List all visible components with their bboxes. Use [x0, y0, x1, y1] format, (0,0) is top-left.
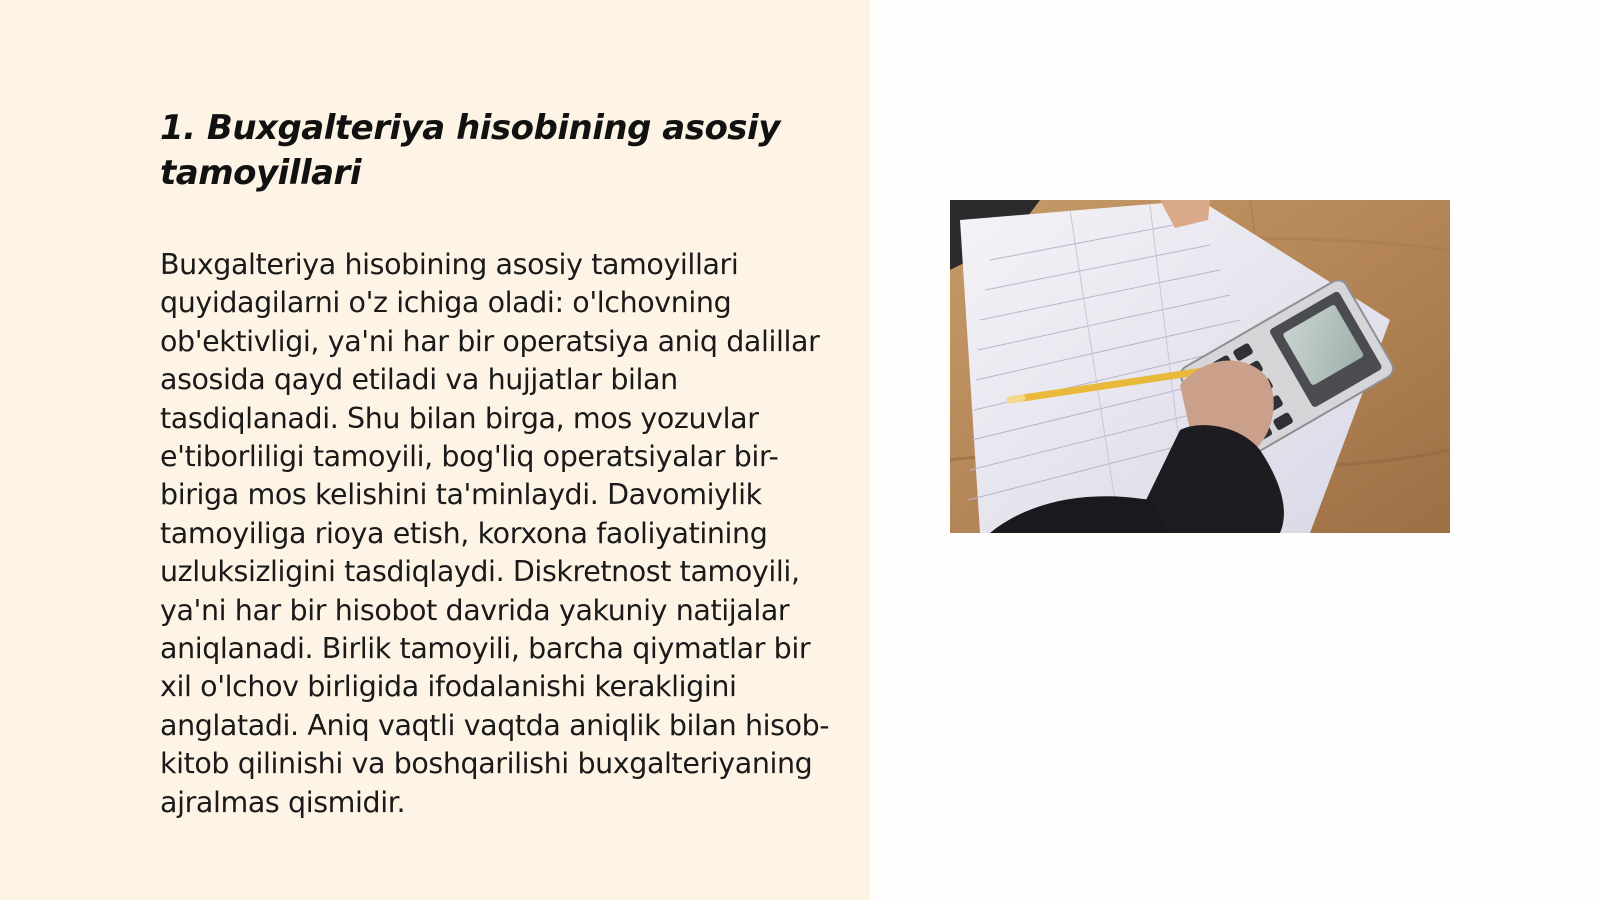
- calculator-ledger-illustration: [950, 200, 1450, 533]
- calculator-ledger-photo: [950, 200, 1450, 533]
- slide-body-text: Buxgalteriya hisobining asosiy tamoyillari quyidagilarni o'z ichiga oladi: o'lchovning ob'ektivligi, ya'ni har bir operatsiya aniq dalillar asosida qayd etiladi va hujjatlar bilan tasdiqlanadi. Shu bilan birga, mos yozuvlar e'tiborliligi tamoyili, bog'liq operatsiyalar bir-biriga mos kelishini ta'minlaydi. Davomiylik tamoyiliga rioya etish, korxona faoliyatining uzluksizligini tasdiqlaydi. Diskretnost tamoyili, ya'ni har bir hisobot davrida yakuniy natijalar aniqlanadi. Birlik tamoyili, barcha qiymatlar bir xil o'lchov birligida ifodalanishi kerakligini anglatadi. Aniq vaqtli vaqtda aniqlik bilan hisob-kitob qilinishi va boshqarilishi buxgalteriyaning ajralmas qismidir.: [160, 248, 830, 819]
- slide-title: 1. Buxgalteriya hisobining asosiy tamoyillari: [160, 108, 780, 193]
